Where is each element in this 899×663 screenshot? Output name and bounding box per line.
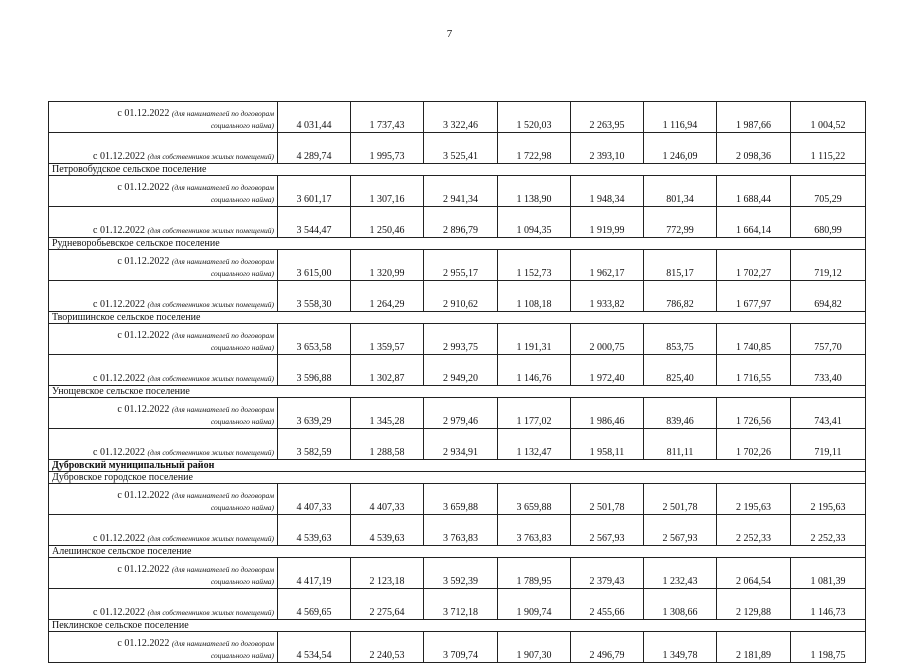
value-cell: 839,46: [644, 398, 717, 429]
value-cell: 2 934,91: [424, 429, 498, 460]
settlement-name: Алешинское сельское поселение: [49, 546, 866, 558]
row-label-line: [52, 108, 274, 120]
value-cell: 1 716,55: [717, 355, 791, 386]
row-label: [49, 632, 278, 663]
tariff-table: [48, 101, 866, 663]
value-cell: 4 539,63: [351, 515, 424, 546]
value-cell: 1 232,43: [644, 558, 717, 589]
row-note: (для нанимателей по договорам: [171, 491, 274, 500]
value-cell: 2 455,66: [571, 589, 644, 620]
value-cell: 1 962,17: [571, 250, 644, 281]
value-cell: 3 558,30: [278, 281, 351, 312]
value-cell: 786,82: [644, 281, 717, 312]
row-label-line: [52, 638, 274, 650]
row-note: (для собственников жилых помещений): [147, 152, 274, 161]
page-number: 7: [446, 28, 453, 40]
table-row: [49, 589, 866, 620]
row-date: с 01.12.2022: [93, 299, 145, 310]
value-cell: 1 004,52: [791, 102, 866, 133]
value-cell: 743,41: [791, 398, 866, 429]
row-label: [49, 102, 278, 133]
value-cell: 3 653,58: [278, 324, 351, 355]
value-cell: 3 615,00: [278, 250, 351, 281]
value-cell: 1 250,46: [351, 207, 424, 238]
settlement-row: [49, 386, 866, 398]
value-cell: 2 252,33: [791, 515, 866, 546]
table-row: [49, 207, 866, 238]
row-date: с 01.12.2022: [93, 373, 145, 384]
value-cell: 1 191,31: [498, 324, 571, 355]
value-cell: 1 302,87: [351, 355, 424, 386]
row-label-line: [52, 151, 274, 163]
row-label-line: [52, 564, 274, 576]
row-note: (для собственников жилых помещений): [147, 226, 274, 235]
value-cell: 1 359,57: [351, 324, 424, 355]
value-cell: 1 115,22: [791, 133, 866, 164]
row-note: социального найма): [210, 269, 274, 278]
row-date: с 01.12.2022: [117, 182, 170, 193]
value-cell: 2 941,34: [424, 176, 498, 207]
value-cell: 2 567,93: [571, 515, 644, 546]
row-date: с 01.12.2022: [117, 490, 170, 501]
row-note: (для собственников жилых помещений): [147, 374, 274, 383]
value-cell: 2 896,79: [424, 207, 498, 238]
row-date: с 01.12.2022: [93, 607, 145, 618]
value-cell: 1 987,66: [717, 102, 791, 133]
value-cell: 1 307,16: [351, 176, 424, 207]
row-label-line: [52, 404, 274, 416]
settlement-name: Рудневоробьевское сельское поселение: [49, 238, 866, 250]
value-cell: 694,82: [791, 281, 866, 312]
row-label: [49, 515, 278, 546]
value-cell: 3 709,74: [424, 632, 498, 663]
row-label: [49, 250, 278, 281]
value-cell: 2 501,78: [644, 484, 717, 515]
row-label: [49, 281, 278, 312]
row-note: (для собственников жилых помещений): [147, 534, 274, 543]
value-cell: 811,11: [644, 429, 717, 460]
value-cell: 1 320,99: [351, 250, 424, 281]
value-cell: 1 909,74: [498, 589, 571, 620]
settlement-row: [49, 620, 866, 632]
value-cell: 4 417,19: [278, 558, 351, 589]
value-cell: 1 308,66: [644, 589, 717, 620]
value-cell: 2 000,75: [571, 324, 644, 355]
value-cell: 1 664,14: [717, 207, 791, 238]
value-cell: 4 289,74: [278, 133, 351, 164]
value-cell: 1 264,29: [351, 281, 424, 312]
value-cell: 4 031,44: [278, 102, 351, 133]
value-cell: 705,29: [791, 176, 866, 207]
value-cell: 757,70: [791, 324, 866, 355]
table-row: [49, 429, 866, 460]
row-date: с 01.12.2022: [93, 151, 145, 162]
value-cell: 825,40: [644, 355, 717, 386]
row-note: (для нанимателей по договорам: [171, 565, 274, 574]
value-cell: 1 246,09: [644, 133, 717, 164]
row-date: с 01.12.2022: [117, 564, 170, 575]
value-cell: 2 496,79: [571, 632, 644, 663]
value-cell: 2 379,43: [571, 558, 644, 589]
value-cell: 719,11: [791, 429, 866, 460]
settlement-name: Дубровское городское поселение: [49, 472, 866, 484]
value-cell: 3 639,29: [278, 398, 351, 429]
value-cell: 3 596,88: [278, 355, 351, 386]
row-label: [49, 429, 278, 460]
row-note: социального найма): [210, 503, 274, 512]
value-cell: 1 702,26: [717, 429, 791, 460]
table-row: [49, 355, 866, 386]
settlement-row: [49, 312, 866, 324]
value-cell: 815,17: [644, 250, 717, 281]
value-cell: 801,34: [644, 176, 717, 207]
value-cell: 2 064,54: [717, 558, 791, 589]
settlement-name: Пеклинское сельское поселение: [49, 620, 866, 632]
value-cell: 2 129,88: [717, 589, 791, 620]
value-cell: 3 659,88: [498, 484, 571, 515]
settlement-row: [49, 546, 866, 558]
row-date: с 01.12.2022: [117, 404, 170, 415]
value-cell: 2 252,33: [717, 515, 791, 546]
row-note: (для нанимателей по договорам: [171, 109, 274, 118]
table-row: [49, 515, 866, 546]
value-cell: 4 534,54: [278, 632, 351, 663]
value-cell: 3 712,18: [424, 589, 498, 620]
row-note: социального найма): [210, 417, 274, 426]
value-cell: 2 195,63: [717, 484, 791, 515]
district-name: Дубровский муниципальный район: [49, 460, 866, 472]
value-cell: 772,99: [644, 207, 717, 238]
value-cell: 1 958,11: [571, 429, 644, 460]
value-cell: 1 919,99: [571, 207, 644, 238]
district-row: [49, 460, 866, 472]
value-cell: 4 407,33: [278, 484, 351, 515]
value-cell: 1 520,03: [498, 102, 571, 133]
value-cell: 1 349,78: [644, 632, 717, 663]
value-cell: 3 601,17: [278, 176, 351, 207]
row-note: социального найма): [210, 121, 274, 130]
value-cell: 1 948,34: [571, 176, 644, 207]
row-label-line: [52, 299, 274, 311]
table-row: [49, 133, 866, 164]
value-cell: 3 525,41: [424, 133, 498, 164]
row-label-line: [52, 182, 274, 194]
table-row: [49, 558, 866, 589]
value-cell: 1 722,98: [498, 133, 571, 164]
row-date: с 01.12.2022: [93, 533, 145, 544]
table-row: [49, 324, 866, 355]
settlement-row: [49, 164, 866, 176]
value-cell: 2 993,75: [424, 324, 498, 355]
row-label: [49, 558, 278, 589]
row-date: с 01.12.2022: [93, 225, 145, 236]
value-cell: 3 592,39: [424, 558, 498, 589]
row-label-line: [52, 373, 274, 385]
table-row: [49, 176, 866, 207]
value-cell: 1 198,75: [791, 632, 866, 663]
row-note: (для нанимателей по договорам: [171, 257, 274, 266]
row-note: (для нанимателей по договорам: [171, 331, 274, 340]
value-cell: 1 740,85: [717, 324, 791, 355]
row-label: [49, 176, 278, 207]
value-cell: 1 726,56: [717, 398, 791, 429]
value-cell: 2 181,89: [717, 632, 791, 663]
value-cell: 1 146,76: [498, 355, 571, 386]
row-note: (для собственников жилых помещений): [147, 608, 274, 617]
row-note: социального найма): [210, 343, 274, 352]
row-label-line: [52, 256, 274, 268]
table-row: [49, 398, 866, 429]
value-cell: 1 702,27: [717, 250, 791, 281]
row-note: (для нанимателей по договорам: [171, 405, 274, 414]
value-cell: 3 763,83: [424, 515, 498, 546]
row-label: [49, 324, 278, 355]
value-cell: 1 138,90: [498, 176, 571, 207]
row-date: с 01.12.2022: [117, 256, 170, 267]
row-note: (для собственников жилых помещений): [147, 300, 274, 309]
row-date: с 01.12.2022: [117, 638, 170, 649]
row-note: социального найма): [210, 577, 274, 586]
row-label: [49, 207, 278, 238]
row-label-line: [52, 447, 274, 459]
row-label-line: [52, 607, 274, 619]
row-date: с 01.12.2022: [117, 108, 170, 119]
value-cell: 1 177,02: [498, 398, 571, 429]
value-cell: 1 094,35: [498, 207, 571, 238]
value-cell: 2 949,20: [424, 355, 498, 386]
row-date: с 01.12.2022: [93, 447, 145, 458]
value-cell: 2 098,36: [717, 133, 791, 164]
value-cell: 1 345,28: [351, 398, 424, 429]
value-cell: 2 910,62: [424, 281, 498, 312]
value-cell: 2 979,46: [424, 398, 498, 429]
table-row: [49, 632, 866, 663]
value-cell: 1 288,58: [351, 429, 424, 460]
row-label: [49, 355, 278, 386]
value-cell: 1 132,47: [498, 429, 571, 460]
value-cell: 4 569,65: [278, 589, 351, 620]
value-cell: 1 688,44: [717, 176, 791, 207]
table-row: [49, 250, 866, 281]
value-cell: 3 544,47: [278, 207, 351, 238]
value-cell: 2 955,17: [424, 250, 498, 281]
table-row: [49, 281, 866, 312]
row-label-line: [52, 330, 274, 342]
settlement-name: Петровобудское сельское поселение: [49, 164, 866, 176]
value-cell: 733,40: [791, 355, 866, 386]
value-cell: 1 986,46: [571, 398, 644, 429]
settlement-name: Унощевское сельское поселение: [49, 386, 866, 398]
value-cell: 1 737,43: [351, 102, 424, 133]
value-cell: 2 195,63: [791, 484, 866, 515]
value-cell: 4 539,63: [278, 515, 351, 546]
value-cell: 2 275,64: [351, 589, 424, 620]
row-label-line: [52, 533, 274, 545]
row-note: (для нанимателей по договорам: [171, 183, 274, 192]
value-cell: 2 123,18: [351, 558, 424, 589]
value-cell: 2 393,10: [571, 133, 644, 164]
value-cell: 680,99: [791, 207, 866, 238]
value-cell: 1 933,82: [571, 281, 644, 312]
value-cell: 2 263,95: [571, 102, 644, 133]
value-cell: 1 081,39: [791, 558, 866, 589]
value-cell: 719,12: [791, 250, 866, 281]
value-cell: 4 407,33: [351, 484, 424, 515]
value-cell: 2 567,93: [644, 515, 717, 546]
row-label-line: [52, 225, 274, 237]
value-cell: 3 763,83: [498, 515, 571, 546]
table-row: [49, 484, 866, 515]
table-row: [49, 102, 866, 133]
row-note: (для нанимателей по договорам: [171, 639, 274, 648]
value-cell: 1 677,97: [717, 281, 791, 312]
value-cell: 3 322,46: [424, 102, 498, 133]
value-cell: 1 108,18: [498, 281, 571, 312]
row-label-line: [52, 490, 274, 502]
value-cell: 1 789,95: [498, 558, 571, 589]
row-label: [49, 589, 278, 620]
value-cell: 1 146,73: [791, 589, 866, 620]
settlement-row: [49, 238, 866, 250]
settlement-name: Творишинское сельское поселение: [49, 312, 866, 324]
value-cell: 853,75: [644, 324, 717, 355]
row-note: социального найма): [210, 651, 274, 660]
row-note: социального найма): [210, 195, 274, 204]
row-label: [49, 398, 278, 429]
value-cell: 3 582,59: [278, 429, 351, 460]
value-cell: 2 240,53: [351, 632, 424, 663]
value-cell: 1 995,73: [351, 133, 424, 164]
value-cell: 2 501,78: [571, 484, 644, 515]
row-label: [49, 484, 278, 515]
row-date: с 01.12.2022: [117, 330, 170, 341]
value-cell: 1 972,40: [571, 355, 644, 386]
settlement-row: [49, 472, 866, 484]
row-note: (для собственников жилых помещений): [147, 448, 274, 457]
row-label: [49, 133, 278, 164]
value-cell: 1 116,94: [644, 102, 717, 133]
value-cell: 1 907,30: [498, 632, 571, 663]
value-cell: 1 152,73: [498, 250, 571, 281]
value-cell: 3 659,88: [424, 484, 498, 515]
